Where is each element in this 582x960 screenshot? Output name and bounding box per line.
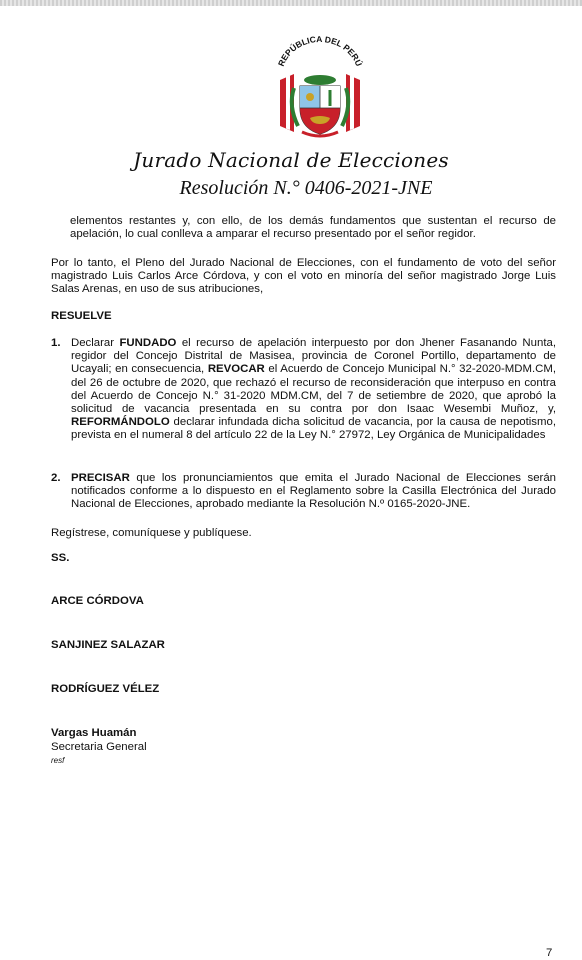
item-number: 2.	[51, 472, 61, 484]
resolution-number: Resolución N.° 0406-2021-JNE	[179, 177, 433, 199]
secretary-title: Secretaria General	[51, 741, 147, 753]
item-body: PRECISAR que los pronunciamientos que emita el Jurado Nacional de Elecciones serán notificados conforme a lo dispuesto en el Reglamento sobre la Casilla Electrónica del Jurado Nacional de Elecciones, aprobado mediante la Resolución N.º 0165-2020-JNE.	[71, 472, 556, 511]
item-number: 1.	[51, 337, 61, 349]
seal-text: REPÚBLICA DEL PERÚ	[275, 36, 365, 68]
resolution-item-1	[51, 337, 556, 443]
signatory-name: ARCE CÓRDOVA	[51, 595, 144, 607]
svg-text:REPÚBLICA DEL PERÚ	[276, 36, 365, 68]
typist-initials: resf	[51, 756, 65, 765]
fundado-keyword: FUNDADO	[119, 337, 177, 349]
institution-title: Jurado Nacional de Elecciones	[133, 148, 449, 172]
ss-label: SS.	[51, 552, 70, 564]
paragraph-continuation: elementos restantes y, con ello, de los demás fundamentos que sustentan el recurso de apelación, lo cual conlleva a amparar el recurso presentado por el señor regidor.	[70, 215, 556, 241]
document-page	[0, 6, 582, 960]
secretary-name: Vargas Huamán	[51, 727, 137, 739]
resolution-item-2	[51, 472, 556, 512]
item-body: Declarar FUNDADO el recurso de apelación interpuesto por don Jhener Fasanando Nunta, regidor del Concejo Distrital de Masisea, provincia de Coronel Portillo, departamento de Ucayali; en consecuencia, REVOCAR el Acuerdo de Concejo Municipal N.° 32-2020-MDM.CM, del 26 de octubre de 2020, que rechazó el recurso de reconsideración que interpuso en contra del Acuerdo de Concejo N.° 31-2020 MDM.CM, del 7 de setiembre de 2020, que aprobó la solicitud de vacancia presentada en su contra por don Isaac Wesembi Muñoz, y, REFORMÁNDOLO declarar infundada dicha solicitud de vacancia, por la causa de nepotismo, prevista en el numeral 8 del artículo 22 de la Ley N.° 27972, Ley Orgánica de Municipalidades	[71, 337, 557, 442]
precisar-keyword: PRECISAR	[71, 472, 130, 484]
closing-formula: Regístrese, comuníquese y publíquese.	[51, 527, 252, 539]
revocar-keyword: REVOCAR	[207, 363, 265, 376]
coat-of-arms-icon	[260, 36, 380, 146]
paragraph-plenary: Por lo tanto, el Pleno del Jurado Nacional de Elecciones, con el fundamento de voto del señor magistrado Luis Carlos Arce Córdova, y con el voto en minoría del señor magistrado Jorge Luis Salas Arenas, en uso de sus atribuciones,	[51, 257, 556, 296]
page-number: 7	[546, 947, 553, 959]
peru-coat-of-arms-seal	[260, 36, 380, 146]
signatory-name: RODRÍGUEZ VÉLEZ	[51, 683, 160, 695]
reformandolo-keyword: REFORMÁNDOLO	[71, 416, 170, 429]
resuelve-heading: RESUELVE	[51, 310, 112, 322]
signatory-name: SANJINEZ SALAZAR	[51, 639, 165, 651]
